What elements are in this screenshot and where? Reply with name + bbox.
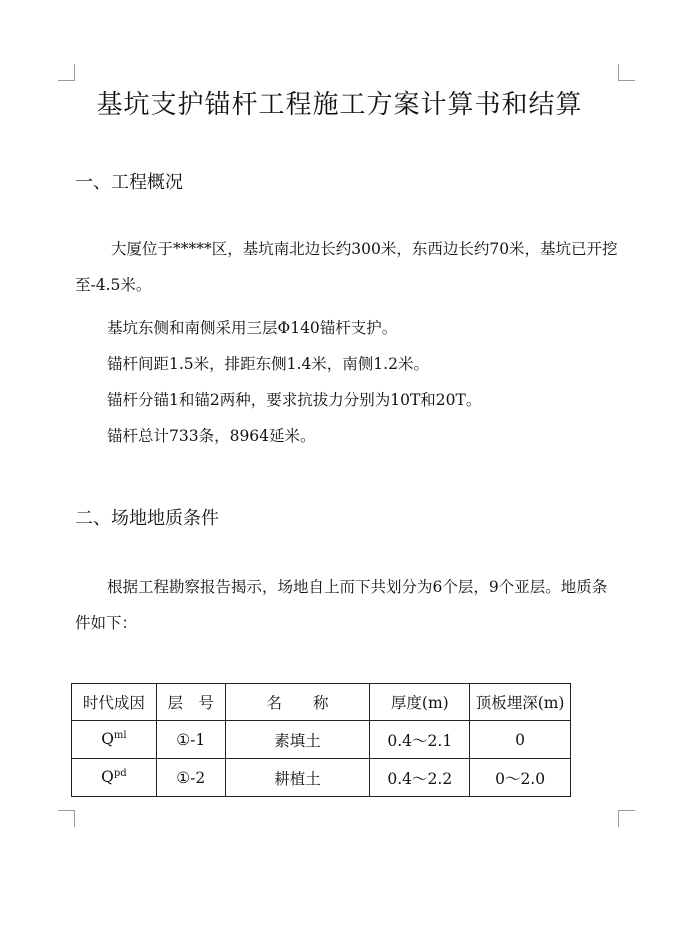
margin-mark-bottom-right	[618, 810, 635, 827]
thickness-cell: 0.4～2.2	[370, 759, 470, 797]
overview-paragraph-1: 大厦位于*****区，基坑南北边长约300米，东西边长约70米，基坑已开挖至-4.5米。	[75, 240, 618, 294]
table-header-row	[72, 684, 571, 721]
header-layer: 层 号	[156, 684, 225, 721]
margin-mark-top-left	[58, 64, 75, 81]
table-row	[72, 721, 571, 759]
era-superscript: pd	[113, 768, 127, 780]
overview-paragraph-2: 基坑东侧和南侧采用三层Φ140锚杆支护。	[107, 319, 398, 337]
overview-paragraph-3: 锚杆间距1.5米，排距东侧1.4米，南侧1.2米。	[107, 355, 429, 373]
era-cell	[72, 759, 157, 797]
header-era: 时代成因	[72, 684, 157, 721]
geology-table	[71, 683, 571, 797]
geology-paragraph: 根据工程勘察报告揭示，场地自上而下共划分为6个层，9个亚层。地质条件如下：	[75, 578, 608, 632]
era-symbol: Q	[101, 768, 114, 787]
margin-mark-bottom-left	[58, 810, 75, 827]
era-cell	[72, 721, 157, 759]
section-heading-geology: 二、场地地质条件	[75, 508, 219, 529]
depth-cell: 0	[470, 721, 571, 759]
layer-cell: ①-1	[156, 721, 225, 759]
overview-paragraph-5: 锚杆总计733条，8964延米。	[107, 427, 316, 445]
era-superscript: ml	[113, 730, 127, 742]
overview-paragraph-4: 锚杆分锚1和锚2两种，要求抗拔力分别为10T和20T。	[107, 391, 482, 409]
header-name: 名 称	[225, 684, 370, 721]
document-title: 基坑支护锚杆工程施工方案计算书和结算	[96, 90, 583, 120]
section-heading-overview: 一、工程概况	[75, 172, 183, 193]
depth-cell: 0～2.0	[470, 759, 571, 797]
header-thickness: 厚度(m)	[370, 684, 470, 721]
era-symbol: Q	[101, 730, 114, 749]
thickness-cell: 0.4～2.1	[370, 721, 470, 759]
layer-cell: ①-2	[156, 759, 225, 797]
table-row	[72, 759, 571, 797]
header-top-depth: 顶板埋深(m)	[470, 684, 571, 721]
name-cell: 耕植土	[225, 759, 370, 797]
name-cell: 素填土	[225, 721, 370, 759]
margin-mark-top-right	[618, 64, 635, 81]
